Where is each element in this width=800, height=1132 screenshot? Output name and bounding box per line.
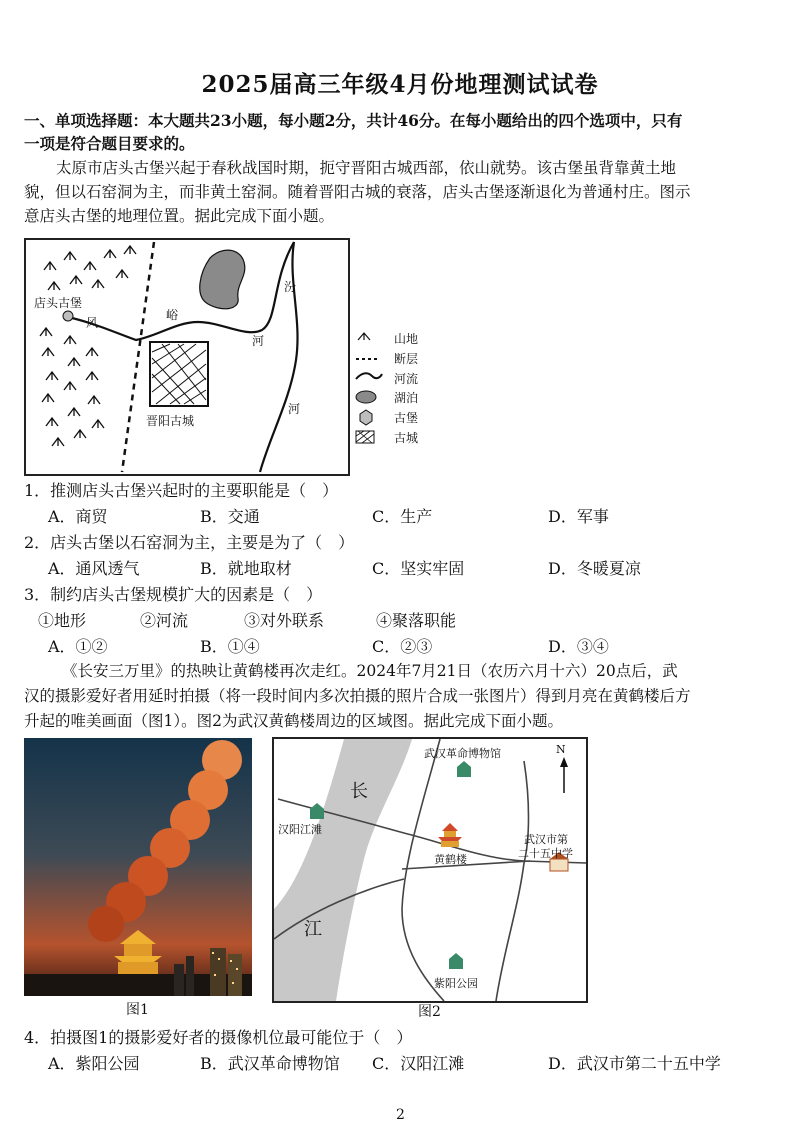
fort-marker (63, 311, 73, 321)
mountain-symbols (40, 246, 136, 446)
tower-icon (438, 823, 462, 847)
hanyang-icon (310, 803, 324, 819)
fort-icon (360, 410, 372, 425)
legend-label: 湖泊 (394, 391, 419, 405)
ancient-city-label: 晋阳古城 (146, 414, 195, 428)
q4-option-b[interactable]: B．武汉革命博物馆 (200, 1054, 340, 1073)
lake-shape (200, 250, 245, 309)
q1-option-d[interactable]: D．军事 (548, 507, 609, 526)
section-instructions-cont: 一项是符合题目要求的。 (24, 134, 195, 153)
q4-option-c[interactable]: C．汉阳江滩 (372, 1054, 465, 1073)
q4-option-d[interactable]: D．武汉市第二十五中学 (548, 1054, 721, 1073)
legend-label: 河流 (394, 372, 419, 386)
figure-2-caption: 图2 (418, 1004, 441, 1020)
q4-option-a[interactable]: A．紫阳公园 (48, 1054, 140, 1073)
section-instructions: 一、单项选择题：本大题共23小题，每小题2分，共计46分。在每小题给出的四个选项中，只有 (24, 111, 683, 130)
river-name-char: 河 (288, 402, 301, 416)
q2-option-d[interactable]: D．冬暖夏凉 (548, 559, 641, 578)
legend-label: 山地 (394, 332, 419, 346)
fort-map-svg (26, 240, 348, 474)
ancient-city-shape (150, 342, 208, 406)
q3-option-a[interactable]: A．①② (48, 637, 108, 656)
park-icon (449, 953, 463, 969)
fort-location-map (24, 238, 350, 476)
river-label-chang: 长 (350, 781, 368, 802)
fen-river-path (260, 242, 301, 472)
hanyang-label: 汉阳江滩 (278, 823, 322, 836)
q3-item: ③对外联系 (244, 611, 325, 630)
passage1-line: 意店头古堡的地理位置。据此完成下面小题。 (24, 207, 335, 225)
passage1-line: 貌，但以石窑洞为主，而非黄土窑洞。随着晋阳古城的衰落，店头古堡逐渐退化为普通村庄。图示 (24, 183, 691, 201)
passage2-line: 汉的摄影爱好者用延时拍摄（将一段时间内多次拍摄的照片合成一张图片）得到月亮在黄鹤楼后方 (24, 687, 691, 705)
legend-label: 古城 (394, 431, 419, 445)
passage2-line: 升起的唯美画面（图1）。图2为武汉黄鹤楼周边的区域图。据此完成下面小题。 (24, 712, 563, 730)
q3-item: ②河流 (140, 611, 189, 630)
moonrise-photo (24, 738, 252, 996)
yellow-crane-area-map (272, 737, 588, 1003)
question-4-stem: 4．拍摄图1的摄影爱好者的摄像机位最可能位于（ ） (24, 1028, 413, 1047)
passage2-line: 《长安三万里》的热映让黄鹤楼再次走红。2024年7月21日（农历六月十六）20点后，武 (62, 662, 678, 680)
q3-option-d[interactable]: D．③④ (548, 637, 609, 656)
q3-item: ④聚落职能 (376, 611, 457, 630)
q3-option-b[interactable]: B．①④ (200, 637, 260, 656)
legend-label: 断层 (394, 352, 419, 366)
tower-label: 黄鹤楼 (434, 853, 467, 866)
river-label-jiang: 江 (304, 919, 322, 940)
page-number: 2 (396, 1107, 405, 1123)
figure-1-caption: 图1 (126, 1002, 149, 1018)
mountain-icon (358, 333, 370, 340)
fort-label: 店头古堡 (34, 296, 83, 310)
area-map-svg (274, 739, 586, 1001)
q1-option-a[interactable]: A．商贸 (48, 507, 108, 526)
river-name-char: 河 (252, 334, 265, 348)
question-2-stem: 2．店头古堡以石窑洞为主，主要是为了（ ） (24, 533, 355, 552)
museum-icon (457, 761, 471, 777)
q1-option-c[interactable]: C．生产 (372, 507, 433, 526)
museum-label: 武汉革命博物馆 (424, 747, 501, 760)
school-label: 二十五中学 (518, 847, 573, 860)
legend-label: 古堡 (394, 411, 419, 425)
legend-symbols (352, 330, 392, 448)
river-name-char: 汾 (284, 280, 297, 294)
page-title: 2025届高三年级4月份地理测试试卷 (201, 71, 599, 98)
question-1-stem: 1．推测店头古堡兴起时的主要职能是（ ） (24, 481, 339, 500)
q2-option-c[interactable]: C．坚实牢固 (372, 559, 465, 578)
yangtze-river (274, 739, 412, 1001)
map-legend (352, 330, 432, 450)
passage1-line: 太原市店头古堡兴起于春秋战国时期，扼守晋阳古城西部，依山就势。该古堡虽背靠黄土地 (56, 159, 677, 177)
q3-item: ①地形 (38, 611, 87, 630)
river-name-char: 风 (86, 316, 99, 330)
q2-option-b[interactable]: B．就地取材 (200, 559, 292, 578)
q3-option-c[interactable]: C．②③ (372, 637, 433, 656)
moonrise-photo-svg (24, 738, 252, 996)
q1-option-b[interactable]: B．交通 (200, 507, 260, 526)
park-label: 紫阳公园 (434, 977, 478, 990)
north-label: N (556, 743, 566, 756)
lake-icon (356, 391, 376, 403)
question-3-stem: 3．制约店头古堡规模扩大的因素是（ ） (24, 585, 323, 604)
river-name-char: 峪 (166, 308, 179, 322)
q2-option-a[interactable]: A．通风透气 (48, 559, 140, 578)
school-label: 武汉市第 (524, 833, 568, 846)
river-icon (356, 373, 382, 379)
